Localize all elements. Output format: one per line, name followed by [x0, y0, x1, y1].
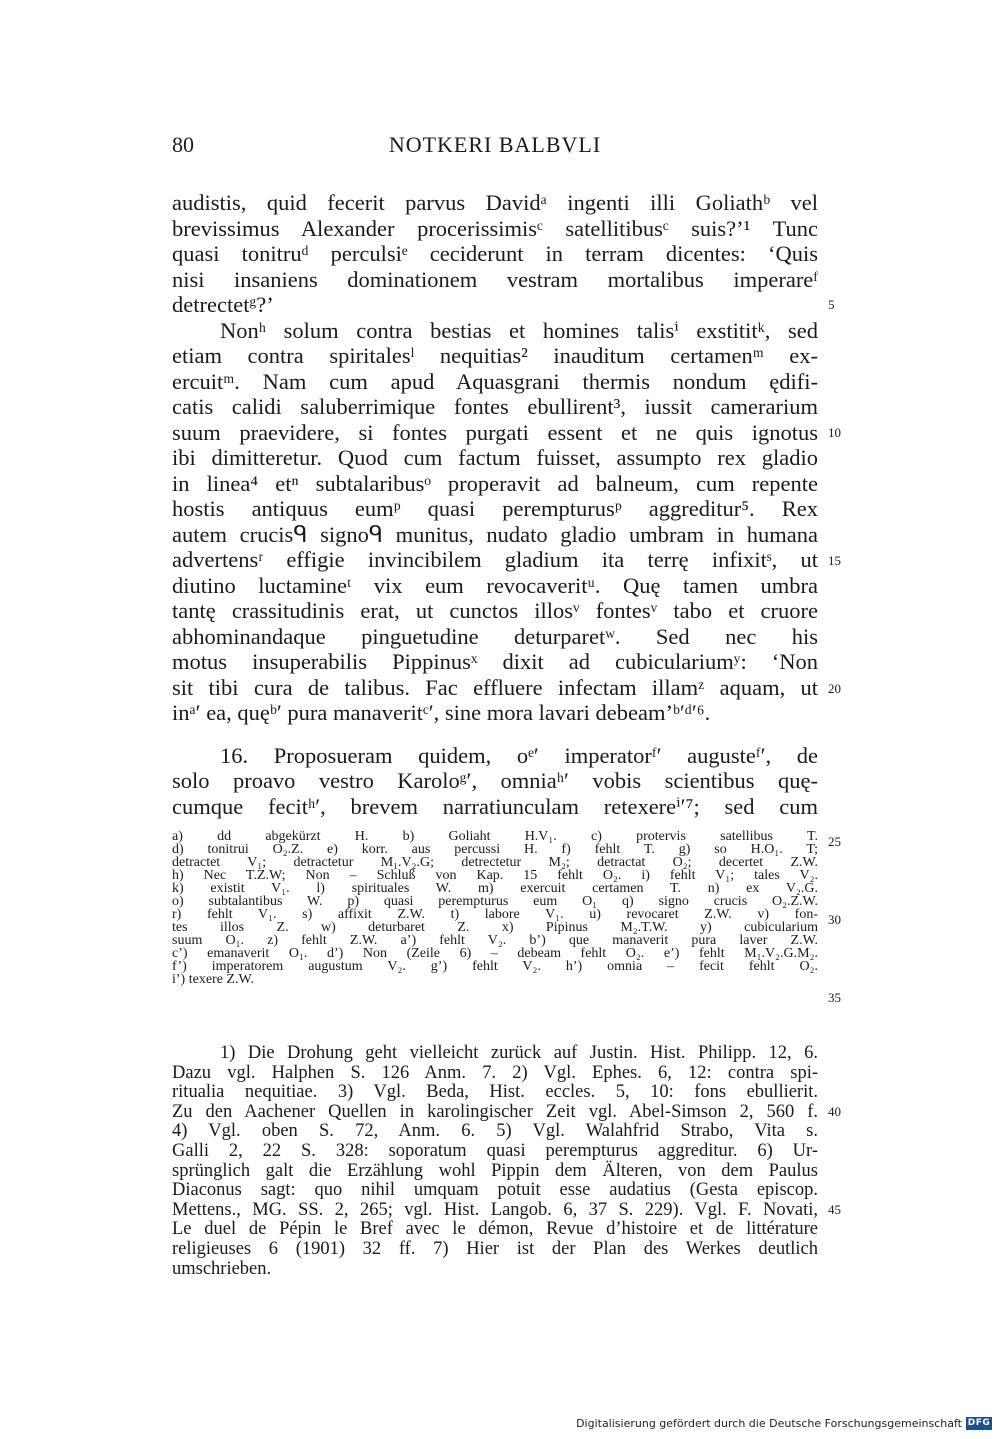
text-line: solo proavo vestro Karoloᵍ′, omniaʰ′ vobis scientibus quę- — [172, 768, 818, 793]
text-line: motus insuperabilis Pippinusˣ dixit ad cubiculariumʸ: ‘Non — [172, 649, 818, 674]
footnote-line: sprünglich galt die Erzählung wohl Pippin dem Älteren, von dem Paulus — [172, 1160, 818, 1181]
line-number: 10 — [828, 425, 841, 440]
footnote-line: umschrieben. — [172, 1258, 272, 1279]
line-number: 35 — [828, 990, 841, 1005]
text-line: Nonʰ solum contra bestias et homines talisⁱ exstititᵏ, sed — [220, 317, 818, 343]
text-line: cumque fecitʰ′, brevem narratiunculam retexereⁱ′⁷; sed cum — [172, 793, 818, 819]
text-line: hostis antiquus eumᵖ quasi perempturusᵖ aggreditur⁵. Rex — [172, 496, 818, 521]
footnote-line: Mettens., MG. SS. 2, 265; vgl. Hist. Langob. 6, 37 S. 229). Vgl. F. Novati, — [172, 1199, 818, 1220]
apparatus-line: c’) emanaverit O₁. d’) Non (Zeile 6) – debeam fehlt O₂. e’) fehlt M₁.V₂.G.M₂. — [172, 946, 818, 961]
apparatus-line: tes illos Z. w) deturbaret Z. x) Pipinus M₂.T.W. y) cubicularium — [172, 920, 818, 935]
line-number: 15 — [828, 553, 841, 568]
running-title: NOTKERI BALBVLI — [388, 132, 602, 157]
apparatus-line: o) subtalantibus W. p) quasi perempturus eum O₁ q) signo crucis O₂.Z.W. — [172, 894, 818, 909]
critical-apparatus — [172, 830, 818, 986]
text-line: 16. Proposueram quidem, oᵉ′ imperatorᶠ′ augusteᶠ′, de — [220, 742, 818, 768]
line-number: 5 — [828, 297, 835, 312]
apparatus-line: suum O₁. z) fehlt Z.W. a’) fehlt V₂. b’) que manaverit pura laver Z.W. — [172, 933, 818, 948]
text-line: quasi tonitruᵈ perculsiᵉ ceciderunt in terram dicentes: ‘Quis — [172, 241, 818, 266]
credit-text: Digitalisierung gefördert durch die Deutsche Forschungsgemeinschaft — [576, 1416, 962, 1430]
apparatus-line: a) dd abgekürzt H. b) Goliaht H.V₁. c) protervis satellibus T. — [172, 829, 818, 844]
line-number: 40 — [828, 1104, 841, 1119]
line-number: 30 — [828, 912, 841, 927]
footnote-line: ritualia nequitiae. 3) Vgl. Beda, Hist. eccles. 5, 10: fons ebullierit. — [172, 1082, 818, 1103]
apparatus-line: i’) texere Z.W. — [172, 972, 254, 987]
footnote-line: Galli 2, 22 S. 328: soporatum quasi perempturus aggreditur. 6) Ur- — [172, 1140, 818, 1161]
page-number: 80 — [172, 132, 194, 157]
footnote-line: 4) Vgl. oben S. 72, Anm. 6. 5) Vgl. Walahfrid Strabo, Vita s. — [172, 1121, 818, 1142]
text-line: advertensʳ effigie invincibilem gladium ita terrę infixitˢ, ut — [172, 547, 818, 572]
text-line: ercuitᵐ. Nam cum apud Aquasgrani thermis nondum ędifi- — [172, 368, 818, 394]
text-line: autem crucisᑫ signoᑫ munitus, nudato gladio umbram in humana — [172, 521, 818, 547]
footnote-line: Zu den Aachener Quellen in karolingischer Zeit vgl. Abel-Simson 2, 560 f. — [172, 1101, 818, 1122]
apparatus-line: k) existit V₁. l) spirituales W. m) exercuit certamen T. n) ex V₂.G. — [172, 881, 818, 896]
text-line: audistis, quid fecerit parvus Davidᵃ ingenti illi Goliathᵇ vel — [172, 190, 818, 215]
apparatus-line: f’) imperatorem augustum V₂. g’) fehlt V₂. h’) omnia – fecit fehlt O₂. — [172, 959, 818, 974]
text-line: diutino luctamineᵗ vix eum revocaveritᵘ. Quę tamen umbra — [172, 572, 818, 598]
text-line: abhominandaque pinguetudine deturparetʷ. Sed nec his — [172, 623, 818, 649]
text-line: catis calidi saluberrimique fontes ebullirent³, iussit camerarium — [172, 394, 818, 419]
text-line: detrectetᵍ?’ — [172, 292, 274, 317]
line-number: 45 — [828, 1202, 841, 1217]
text-line: inᵃ′ ea, quęᵇ′ pura manaveritᶜ′, sine mora lavari debeam’ᵇ′ᵈ′⁶. — [172, 700, 711, 725]
line-number: 25 — [828, 834, 841, 849]
text-line: suum praevidere, si fontes purgati essent et ne quis ignotus — [172, 419, 818, 445]
text-line: sit tibi cura de talibus. Fac effluere infectam illamᶻ aquam, ut — [172, 674, 818, 700]
text-line: brevissimus Alexander procerissimisᶜ satellitibusᶜ suis?’¹ Tunc — [172, 215, 818, 241]
text-line: tantę crassitudinis erat, ut cunctos illosᵛ fontesᵛ tabo et cruore — [172, 598, 818, 623]
main-text — [172, 190, 818, 819]
text-line: etiam contra spiritalesˡ nequitias² inauditum certamenᵐ ex- — [172, 343, 818, 368]
text-line: ibi dimitteretur. Quod cum factum fuisset, assumpto rex gladio — [172, 445, 818, 470]
line-number: 20 — [828, 681, 841, 696]
text-line: nisi insaniens dominationem vestram mortalibus imperareᶠ — [172, 266, 818, 292]
footnote-line: Le duel de Pépin le Bref avec le démon, Revue d’histoire et de littérature — [172, 1219, 818, 1240]
apparatus-line: r) fehlt V₁. s) affixit Z.W. t) labore V₁. u) revocaret Z.W. v) fon- — [172, 907, 818, 922]
apparatus-line: detractet V₁; detractetur M₁.V₂.G; detrectetur M₂; detractat O₂; decertet Z.W. — [172, 855, 818, 870]
dfg-logo: DFG — [967, 1418, 991, 1428]
text-line: in linea⁴ etⁿ subtalaribusᵒ properavit ad balneum, cum repente — [172, 470, 818, 496]
digitization-credit — [576, 1415, 992, 1431]
footnotes — [172, 1044, 818, 1279]
footnote-line: 1) Die Drohung geht vielleicht zurück auf Justin. Hist. Philipp. 12, 6. — [220, 1043, 818, 1063]
footnote-line: religieuses 6 (1901) 32 ff. 7) Hier ist der Plan des Werkes deutlich — [172, 1238, 818, 1259]
footnote-line: Diaconus sagt: quo nihil umquam potuit esse audatius (Gesta episcop. — [172, 1180, 818, 1201]
apparatus-line: h) Nec T.Z.W; Non – Schluß von Kap. 15 fehlt O₂. i) fehlt V₁; tales V₂. — [172, 868, 818, 883]
running-head — [172, 132, 818, 162]
footnote-line: Dazu vgl. Halphen S. 126 Anm. 7. 2) Vgl. Ephes. 6, 12: contra spi- — [172, 1062, 818, 1083]
apparatus-line: d) tonitrui O₂.Z. e) korr. aus percussi H. f) fehlt T. g) so H.O₁. T; — [172, 842, 818, 857]
